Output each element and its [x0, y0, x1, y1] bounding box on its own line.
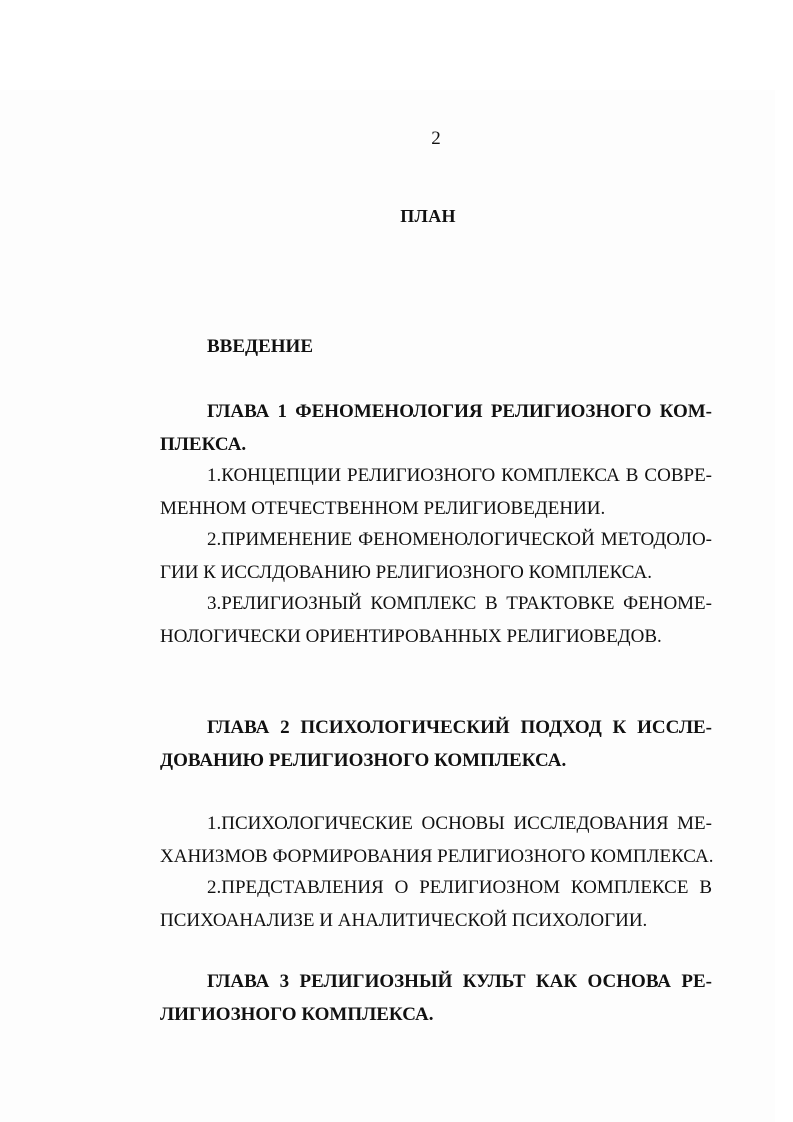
toc-chapter-1-item-2 — [160, 523, 712, 589]
toc-chapter-1-item-1 — [160, 459, 712, 525]
toc-chapter-2 — [160, 711, 712, 777]
chapter-1-item-2-line-2: ГИИ К ИССЛДОВАНИЮ РЕЛИГИОЗНОГО КОМПЛЕКСА. — [160, 562, 653, 583]
toc-chapter-2-item-1 — [160, 807, 712, 873]
chapter-1-item-3-line-1: 3.РЕЛИГИОЗНЫЙ КОМПЛЕКС В ТРАКТОВКЕ ФЕНОМЕ- — [207, 593, 712, 614]
chapter-2-title-line-2: ДОВАНИЮ РЕЛИГИОЗНОГО КОМПЛЕКСА. — [160, 750, 567, 771]
scan-margin-top — [0, 0, 793, 90]
chapter-1-item-3-line-2: НОЛОГИЧЕСКИ ОРИЕНТИРОВАННЫХ РЕЛИГИОВЕДОВ. — [160, 626, 662, 647]
chapter-1-title-line-2: ПЛЕКСА. — [160, 434, 247, 455]
chapter-2-item-1-line-1: 1.ПСИХОЛОГИЧЕСКИЕ ОСНОВЫ ИССЛЕДОВАНИЯ МЕ- — [207, 813, 712, 834]
chapter-3-title-line-2: ЛИГИОЗНОГО КОМПЛЕКСА. — [160, 1004, 434, 1025]
toc-intro-label: ВВЕДЕНИЕ — [207, 336, 313, 357]
chapter-2-item-2-line-2: ПСИХОАНАЛИЗЕ И АНАЛИТИЧЕСКОЙ ПСИХОЛОГИИ. — [160, 910, 648, 931]
chapter-2-item-2-line-1: 2.ПРЕДСТАВЛЕНИЯ О РЕЛИГИОЗНОМ КОМПЛЕКСЕ В — [207, 877, 712, 898]
chapter-1-item-1-line-1: 1.КОНЦЕПЦИИ РЕЛИГИОЗНОГО КОМПЛЕКСА В СОВРЕ- — [207, 465, 712, 486]
chapter-1-item-2-line-1: 2.ПРИМЕНЕНИЕ ФЕНОМЕНОЛОГИЧЕСКОЙ МЕТОДОЛО- — [207, 529, 712, 550]
toc-chapter-3 — [160, 965, 712, 1031]
chapter-3-title-line-1: ГЛАВА 3 РЕЛИГИОЗНЫЙ КУЛЬТ КАК ОСНОВА РЕ- — [207, 971, 712, 992]
chapter-1-title-line-1: ГЛАВА 1 ФЕНОМЕНОЛОГИЯ РЕЛИГИОЗНОГО КОМ- — [207, 401, 712, 422]
chapter-2-title-line-1: ГЛАВА 2 ПСИХОЛОГИЧЕСКИЙ ПОДХОД К ИССЛЕ- — [207, 717, 712, 738]
toc-chapter-1-item-3 — [160, 587, 712, 653]
toc-chapter-2-item-2 — [160, 871, 712, 937]
scan-margin-right — [775, 0, 793, 1122]
toc-chapter-1 — [160, 395, 712, 461]
page-title: ПЛАН — [400, 206, 456, 226]
toc-intro — [160, 330, 712, 363]
chapter-1-item-1-line-2: МЕННОМ ОТЕЧЕСТВЕННОМ РЕЛИГИОВЕДЕНИИ. — [160, 498, 606, 519]
chapter-2-item-1-line-2: ХАНИЗМОВ ФОРМИРОВАНИЯ РЕЛИГИОЗНОГО КОМПЛЕКСА. — [160, 846, 714, 867]
page-number: 2 — [431, 128, 441, 149]
